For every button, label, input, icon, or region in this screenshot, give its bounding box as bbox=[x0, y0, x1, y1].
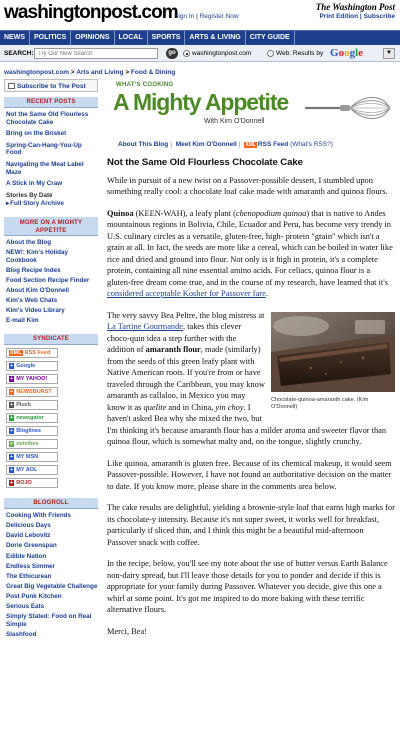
syndicate-badge[interactable] bbox=[6, 348, 58, 358]
syndicate-badge[interactable] bbox=[6, 426, 58, 436]
blog-byline: With Kim O'Donnell bbox=[204, 118, 265, 125]
blog-kicker: WHAT'S COOKING bbox=[116, 82, 174, 88]
syndicate-badge[interactable] bbox=[6, 400, 58, 410]
more-link-item[interactable]: E-mail Kim bbox=[6, 317, 39, 325]
syndicate-label: MY AOL bbox=[16, 467, 38, 474]
search-go-button[interactable]: go bbox=[166, 48, 178, 59]
syndicate-badge[interactable] bbox=[6, 387, 58, 397]
search-label: SEARCH: bbox=[4, 50, 34, 57]
syndicate-badge[interactable] bbox=[6, 478, 58, 488]
nav-tab-arts-living[interactable]: ARTS & LIVING bbox=[185, 31, 245, 45]
syndicate-label: NEWSBURST bbox=[16, 389, 52, 396]
register-link[interactable]: Register Now bbox=[199, 13, 239, 20]
recent-post-item[interactable]: Bring on the Brisket bbox=[6, 130, 67, 138]
recent-post-item[interactable]: Not the Same Old Flourless Chocolate Cake bbox=[6, 111, 89, 126]
search-dropdown-arrow[interactable]: ▼ bbox=[383, 48, 395, 59]
recent-posts-heading: RECENT POSTS bbox=[4, 97, 98, 108]
article-paragraph: Quinoa (KEEN-WAH), a leafy plant (chenopodium quinoa) that is native to Andes mountainous regions in Bolivia, Chile, Ecuador and Peru, has become very trendy in U.S. culinary circles as a versatile, gluten-free, high- protein "grain" which isn't a grain at all. In fact, the seeds are more like a cereal, which can be boiled in water like rice and dried and ground into flour. Not only is it high in protein, it's a complete protein, containing all nine essential amino acids. For celiacs, quinoa flour is a gluten-free dream come true, and in the course of my research, have learned that it's considered acceptable Kosher for Passover fare. bbox=[107, 208, 393, 298]
search-input[interactable] bbox=[34, 48, 158, 59]
more-link-item[interactable]: NEW!: Kim's Holiday Cookbook bbox=[6, 248, 69, 264]
breadcrumb-food-dining[interactable]: Food & Dining bbox=[130, 69, 176, 76]
syndicate-badge[interactable] bbox=[6, 439, 58, 449]
syndicate-label: Pluck bbox=[16, 402, 31, 409]
account-links bbox=[174, 13, 239, 20]
syndicate-label: Bloglines bbox=[16, 428, 41, 435]
about-blog-link[interactable]: About This Blog bbox=[118, 141, 169, 148]
article-photo-box bbox=[271, 312, 395, 412]
recent-post-item[interactable]: Spring-Can-Hang-You-Up Food bbox=[6, 141, 82, 157]
plus-icon: + bbox=[10, 402, 14, 409]
subscribe-label: Subscribe to The Post bbox=[17, 83, 86, 90]
breadcrumb-separator: > bbox=[125, 69, 130, 76]
meet-author-link[interactable]: Meet Kim O'Donnell bbox=[175, 141, 237, 148]
recent-post-item[interactable]: A Stick in My Craw bbox=[6, 180, 63, 188]
plus-icon: + bbox=[10, 389, 14, 396]
syndicate-badge[interactable] bbox=[6, 413, 58, 423]
sign-in-link[interactable]: Sign In bbox=[174, 13, 195, 20]
blogroll-item[interactable]: David Lebovitz bbox=[6, 532, 51, 540]
nav-tab-politics[interactable]: POLITICS bbox=[30, 31, 71, 45]
blogroll-item[interactable]: The Ethicurean bbox=[6, 572, 52, 580]
main-nav bbox=[0, 30, 400, 45]
more-link-item[interactable]: Food Section Recipe Finder bbox=[6, 276, 90, 284]
syndicate-label: RSS Feed bbox=[24, 350, 51, 357]
plus-icon: + bbox=[10, 480, 14, 487]
nav-tab-local[interactable]: LOCAL bbox=[115, 31, 148, 45]
syndicate-label: MY MSN bbox=[16, 454, 39, 461]
nav-tab-news[interactable]: NEWS bbox=[0, 31, 30, 45]
search-bar bbox=[0, 45, 400, 62]
breadcrumb bbox=[4, 69, 175, 76]
blogroll-item[interactable]: Simply Stated: Food on Real Simple bbox=[6, 613, 92, 628]
more-link-item[interactable]: About the Blog bbox=[6, 238, 52, 246]
syndicate-label: Google bbox=[16, 363, 36, 370]
edition-links bbox=[319, 13, 395, 20]
syndicate-badge[interactable] bbox=[6, 374, 58, 384]
article-paragraph: In the recipe, below, you'll see my note about the use of butter versus Earth Balance non-dairy spread, but I'll leave those details for you to ponder and decide if this is appropriate for your family during Passover. Whatever you decide, give this one a whirl at some point. It's got me inspired to do more baking with these terrific alternative flours. bbox=[107, 559, 388, 614]
blogroll-item[interactable]: Edible Nation bbox=[6, 552, 47, 560]
breadcrumb-separator: > bbox=[70, 69, 75, 76]
syndicate-heading: SYNDICATE bbox=[4, 334, 98, 345]
cake-photo[interactable] bbox=[271, 312, 395, 392]
breadcrumb-home[interactable]: washingtonpost.com bbox=[4, 69, 69, 76]
blogroll-item[interactable]: Dorie Greenspan bbox=[6, 542, 57, 550]
article bbox=[107, 157, 395, 647]
article-title: Not the Same Old Flourless Chocolate Cake bbox=[107, 157, 303, 168]
la-tartine-link[interactable]: La Tartine Gourmande bbox=[107, 322, 183, 331]
print-edition-link[interactable]: Print Edition bbox=[319, 13, 359, 20]
results-by-label: Results by bbox=[292, 50, 324, 57]
full-archive-link[interactable]: ▸Full Story Archive bbox=[6, 199, 64, 207]
plus-icon: + bbox=[10, 415, 14, 422]
more-link-item[interactable]: Kim's Web Chats bbox=[6, 296, 58, 304]
more-links-list bbox=[4, 236, 98, 329]
syndicate-badge[interactable] bbox=[6, 361, 58, 371]
web-label: Web: bbox=[276, 50, 292, 57]
plus-icon: + bbox=[10, 467, 14, 474]
photo-caption: Chocolate-quinoa-amaranth cake. (Kim O'Donnell) bbox=[271, 397, 369, 410]
whats-rss-link[interactable]: (What's RSS?) bbox=[290, 141, 333, 148]
blogroll-item[interactable]: Serious Eats bbox=[6, 603, 45, 611]
blogroll-item[interactable]: Post Punk Kitchen bbox=[6, 592, 62, 600]
recent-post-item[interactable]: Navigating the Meat Label Maze bbox=[6, 160, 84, 176]
nav-tab-city-guide[interactable]: CITY GUIDE bbox=[246, 31, 295, 45]
syndicate-badge[interactable] bbox=[6, 465, 58, 475]
syndicate-label: newsgator bbox=[16, 415, 44, 422]
site-search-label: washingtonpost.com bbox=[192, 50, 252, 57]
more-on-blog-heading: MORE ON A MIGHTY APPETITE bbox=[4, 217, 98, 236]
term-quinoa: Quinoa bbox=[107, 208, 134, 218]
newspaper-brand[interactable]: The Washington Post bbox=[315, 2, 395, 12]
syndicate-label: netvibes bbox=[16, 441, 39, 448]
link-separator: | bbox=[170, 141, 172, 148]
plus-icon: + bbox=[10, 376, 14, 383]
blogroll-item[interactable]: Slashfood bbox=[6, 630, 37, 638]
link-separator: | bbox=[238, 141, 241, 148]
syndicate-list bbox=[4, 345, 98, 493]
article-paragraph: While in pursuit of a new twist on a Passover-possible dessert, I stumbled upon something really cool: a chocolate loaf cake made with amaranth and quinoa flours. bbox=[107, 175, 388, 196]
plus-icon: + bbox=[10, 454, 14, 461]
chevron-right-icon: ▸ bbox=[6, 199, 10, 207]
article-paragraph: The cake results are delightful, yielding a brownie-style loaf that earns high marks for its chocolate-y intensity. Because it's not super sweet, it works well for breakfast, particularly if sliced thin, and I think this might be a beautiful mid-afternoon Passover snack with coffee. bbox=[107, 503, 395, 547]
site-search-radio[interactable] bbox=[183, 50, 190, 57]
blog-banner bbox=[108, 80, 398, 132]
breadcrumb-arts-living[interactable]: Arts and Living bbox=[76, 69, 124, 76]
web-search-radio[interactable] bbox=[267, 50, 274, 57]
rss-feed-link[interactable]: RSS Feed bbox=[257, 141, 289, 148]
kosher-passover-link[interactable]: considered acceptable Kosher for Passover fare bbox=[107, 289, 266, 298]
stories-by-date-heading: Stories By Date bbox=[6, 191, 53, 199]
syndicate-label: MY YAHOO! bbox=[16, 376, 48, 383]
more-link-item[interactable]: Blog Recipe Index bbox=[6, 266, 61, 274]
rss-icon[interactable]: XML bbox=[245, 142, 256, 148]
link-separator: | bbox=[359, 13, 362, 20]
article-paragraph: Like quinoa, amaranth is gluten free. Because of its chemical makeup, it would seem Passover-possible. However, I have not found an authoritative decision on the matter to date. If you know more, please share in the comments area below. bbox=[107, 458, 392, 491]
link-separator: | bbox=[196, 13, 198, 20]
article-paragraph: The very savvy Bea Peltre, the blog mistress at La Tartine Gourmande, takes this clever choco-quin idea a step further with the addition of amaranth flour, made (similarly) from the seeds of this green leafy plant with Native American roots. If you're from or have traveled through the Caribbean, you may know amaranth as callaloo, in Mexico you may know it as quelite and in China, yin choy. I haven't asked Bea why she mixed the two, but I'm thinking it's because amaranth flour has a milder aroma and sweeter flavor than quinoa flour, which is somewhat malty and, on the tongue, slightly crunchy. bbox=[107, 310, 387, 446]
blog-links bbox=[118, 141, 333, 148]
blogroll-item[interactable]: Endless Simmer bbox=[6, 562, 55, 570]
nav-tab-sports[interactable]: SPORTS bbox=[148, 31, 186, 45]
more-link-item[interactable]: About Kim O'Donnell bbox=[6, 286, 70, 294]
subscribe-box[interactable] bbox=[4, 79, 98, 92]
blogroll-item[interactable]: Delicious Days bbox=[6, 522, 51, 530]
site-logo[interactable]: washingtonpost.com bbox=[4, 2, 178, 23]
article-paragraph: Merci, Bea! bbox=[107, 626, 147, 636]
syndicate-label: ROJO bbox=[16, 480, 32, 487]
plus-icon: + bbox=[10, 363, 14, 370]
whisk-icon bbox=[304, 90, 394, 126]
google-logo: Google bbox=[330, 47, 364, 59]
more-link-item[interactable]: Kim's Video Library bbox=[6, 307, 65, 314]
newspaper-icon bbox=[8, 83, 15, 89]
recent-posts-list bbox=[4, 108, 98, 212]
web-search-label bbox=[276, 50, 323, 57]
blog-title[interactable]: A Mighty Appetite bbox=[113, 89, 289, 115]
blogroll-item[interactable]: Cooking With Friends bbox=[6, 512, 72, 520]
plus-icon: XML bbox=[10, 350, 22, 357]
nav-tab-opinions[interactable]: OPINIONS bbox=[71, 31, 114, 45]
syndicate-badge[interactable] bbox=[6, 452, 58, 462]
site-header bbox=[0, 0, 400, 30]
blogroll-item[interactable]: Great Big Vegetable Challenge bbox=[6, 582, 98, 590]
plus-icon: + bbox=[10, 441, 14, 448]
subscribe-link[interactable]: Subscribe bbox=[363, 13, 395, 20]
blogroll-list bbox=[4, 509, 98, 643]
blogroll-heading: BLOGROLL bbox=[4, 498, 98, 509]
plus-icon: + bbox=[10, 428, 14, 435]
sidebar bbox=[4, 79, 98, 643]
